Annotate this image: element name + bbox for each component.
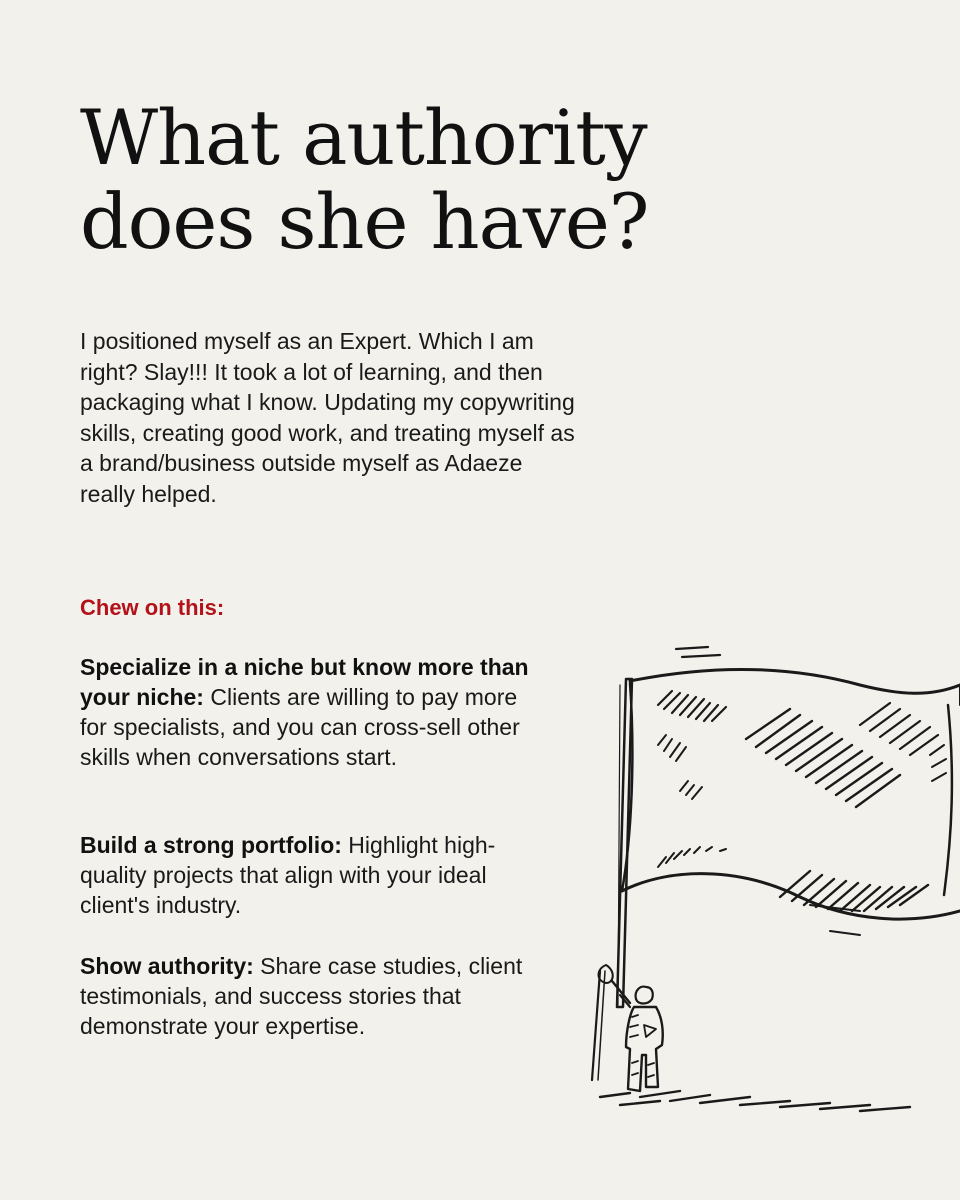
title-line-2: does she have? bbox=[80, 177, 649, 266]
title-line-1: What authority bbox=[80, 93, 647, 182]
tip-body: Highlight high-quality projects that align with your ideal client's industry. bbox=[80, 832, 496, 918]
tip-niche bbox=[80, 652, 550, 772]
tip-body: Share case studies, client testimonials, and success stories that demonstrate your expertise. bbox=[80, 953, 523, 1039]
chew-heading: Chew on this: bbox=[80, 595, 225, 620]
person-holding-flag-illustration bbox=[560, 635, 960, 1125]
tip-authority bbox=[80, 951, 530, 1041]
tip-lead: Build a strong portfolio: bbox=[80, 832, 342, 858]
intro-paragraph: I positioned myself as an Expert. Which I am right? Slay!!! It took a lot of learning, and then packaging what I know. Updating my copywriting skills, creating good work, and treating myself as a brand/business outside myself as Adaeze really helped. bbox=[80, 328, 575, 507]
flag-cloth bbox=[622, 647, 960, 935]
tip-portfolio bbox=[80, 830, 540, 920]
ground-shadow bbox=[600, 1091, 910, 1111]
flag-pole bbox=[592, 679, 632, 1080]
tip-body: Clients are willing to pay more for specialists, and you can cross-sell other skills when conversations start. bbox=[80, 684, 520, 770]
page-title bbox=[80, 93, 840, 266]
tip-lead: Show authority: bbox=[80, 953, 254, 979]
tip-lead: Specialize in a niche but know more than your niche: bbox=[80, 654, 529, 710]
person-figure bbox=[599, 965, 663, 1091]
